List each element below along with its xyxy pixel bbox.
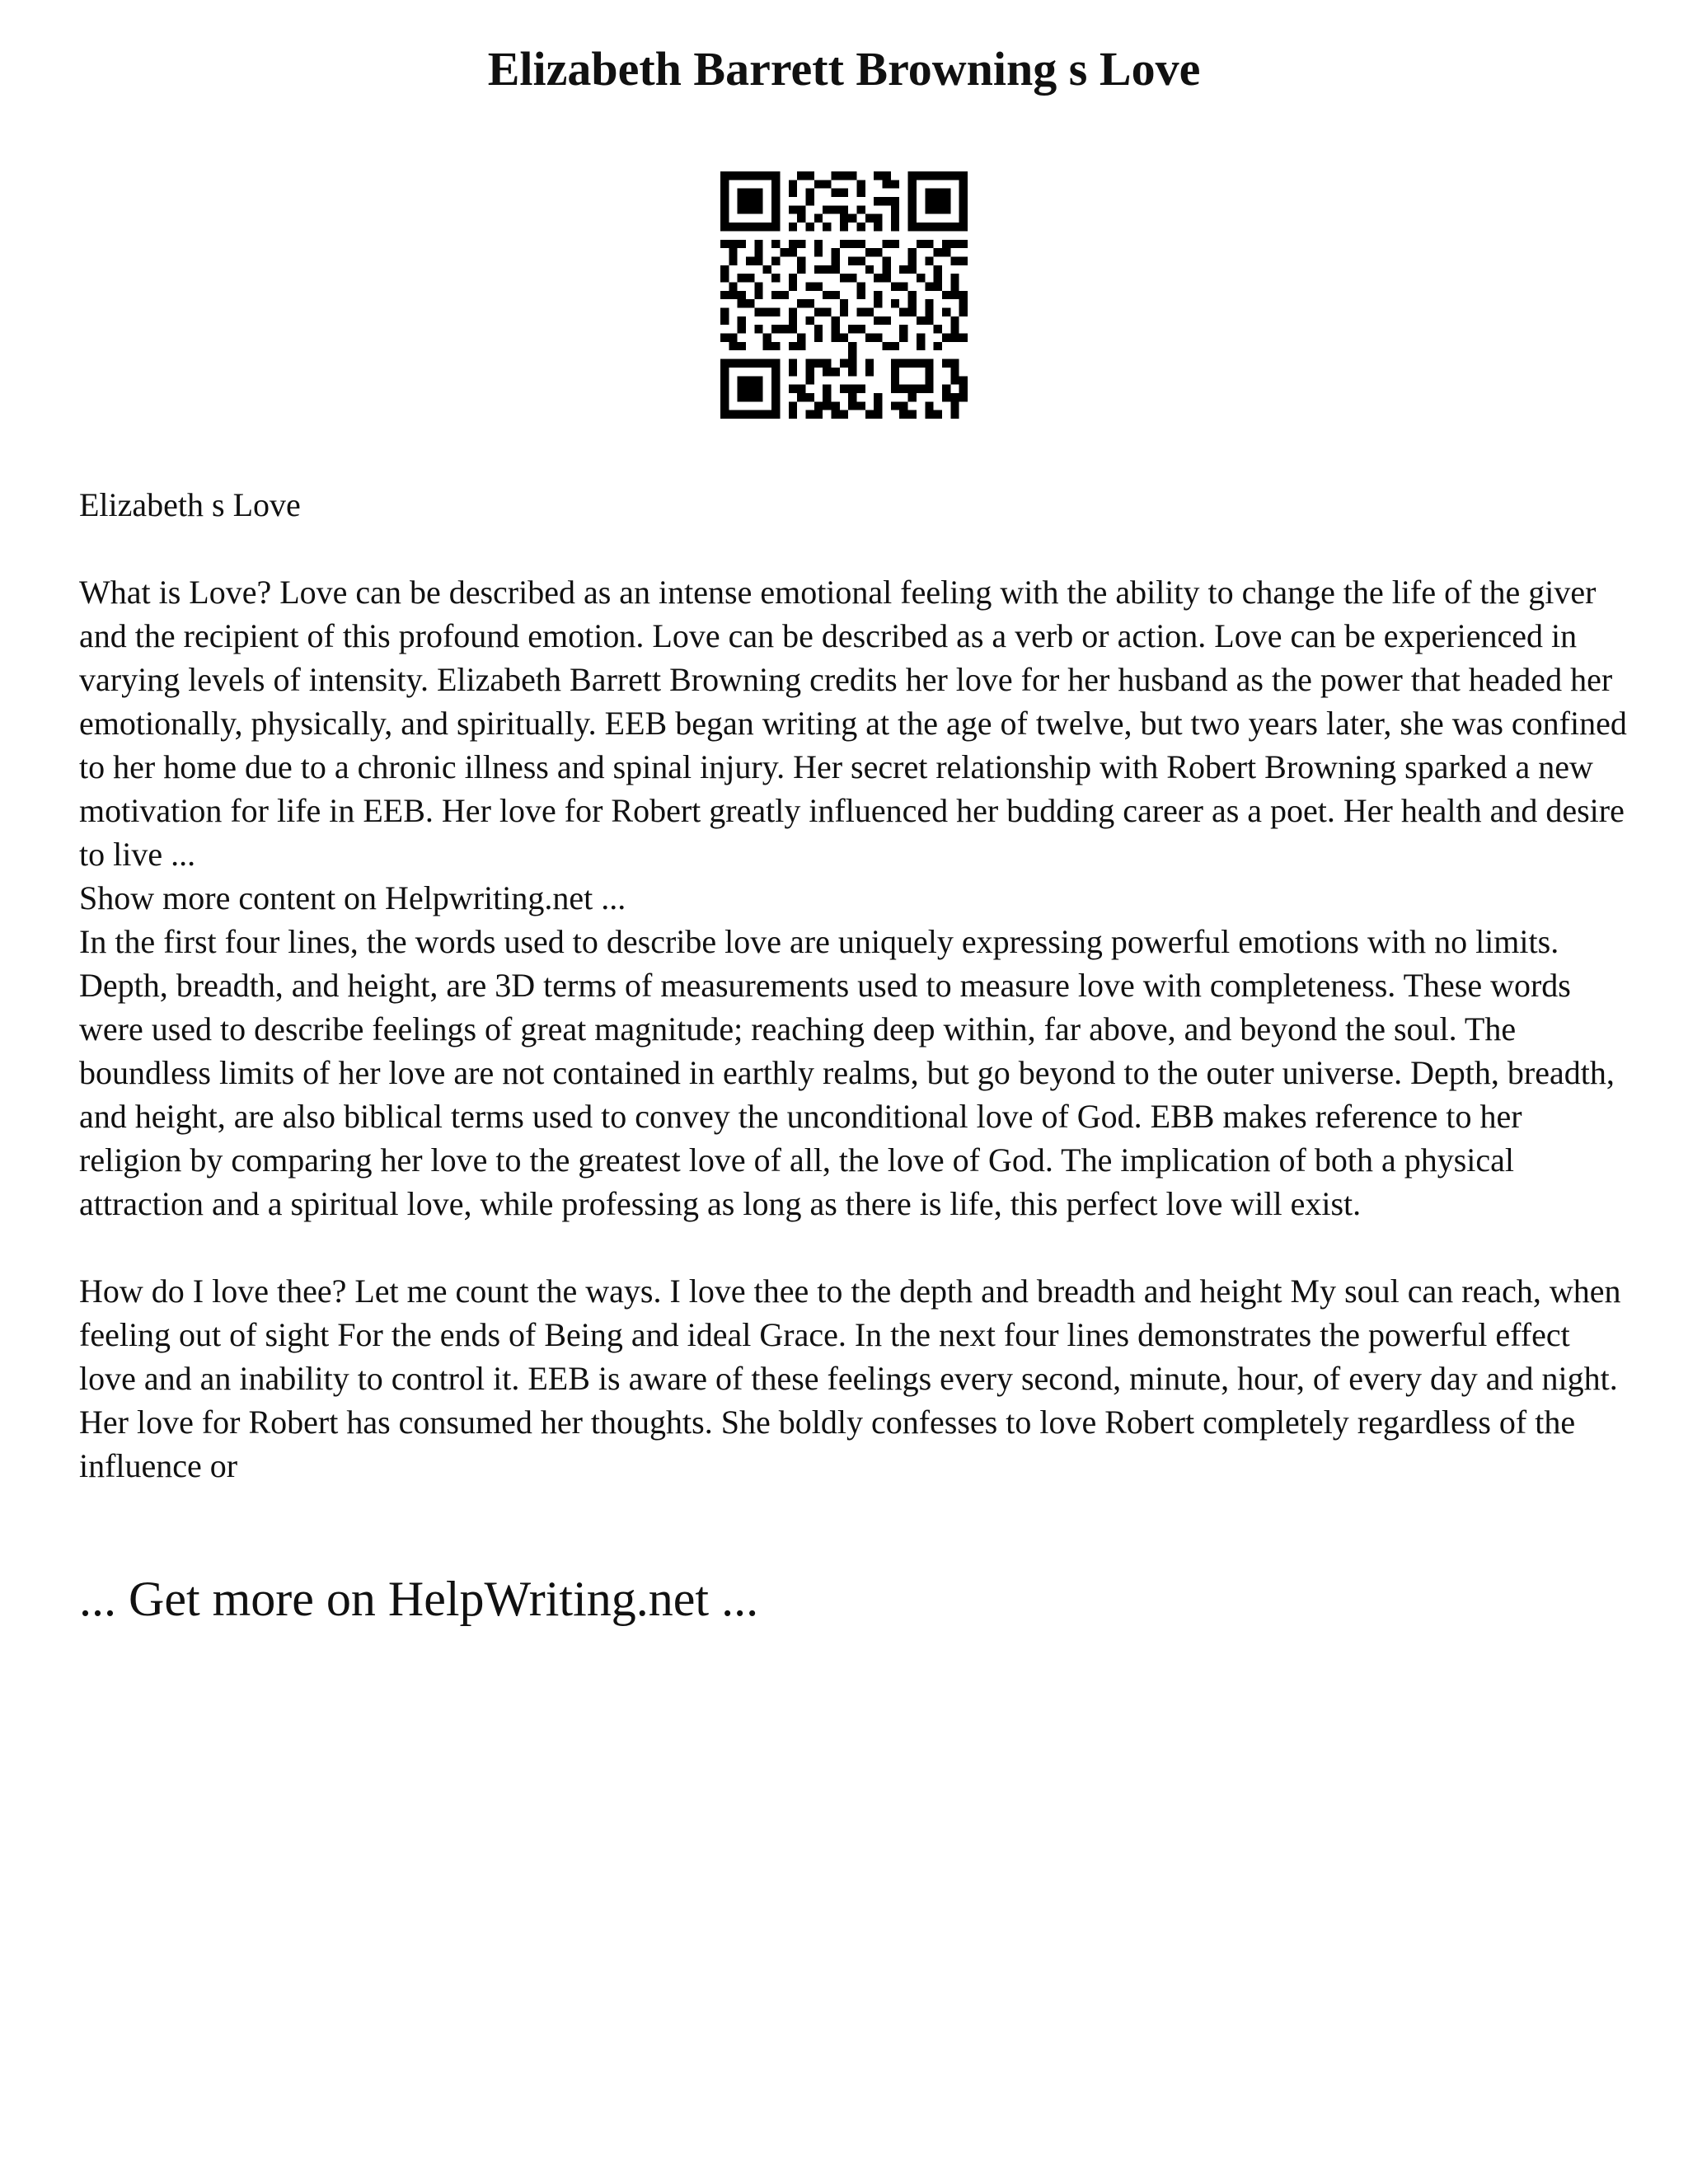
paragraph-intro: What is Love? Love can be described as an intense emotional feeling with the ability to change the life of the giver and the recipient of this profound emotion. Love can be described as a verb or action. Love can be experienced in varying levels of intensity. Elizabeth Barrett Browning credits her love for her husband as the power that headed her emotionally, physically, and spiritually. EEB began writing at the age of twelve, but two years later, she was confined to her home due to a chronic illness and spinal injury. Her secret relationship with Robert Browning sparked a new motivation for life in EEB. Her love for Robert greatly influenced her budding career as a poet. Her health and desire to live ... <box>79 574 1627 873</box>
get-more-link[interactable]: ... Get more on HelpWriting.net ... <box>79 1572 759 1626</box>
show-more-link[interactable]: Show more content on Helpwriting.net ... <box>79 879 626 916</box>
paragraph-spacer <box>79 1226 1629 1269</box>
document-body <box>79 483 1629 1488</box>
document-subtitle: Elizabeth s Love <box>79 486 301 523</box>
qr-code-icon <box>720 171 968 419</box>
document-title: Elizabeth Barrett Browning s Love <box>487 42 1201 96</box>
paragraph-analysis: In the first four lines, the words used to describe love are uniquely expressing powerful emotions with no limits. Depth, breadth, and height, are 3D terms of measurements used to measure love with completeness. These words were used to describe feelings of great magnitude; reaching deep within, far above, and beyond the soul. The boundless limits of her love are not contained in earthly realms, but go beyond to the outer universe. Depth, breadth, and height, are also biblical terms used to convey the unconditional love of God. EBB makes reference to her religion by comparing her love to the greatest love of all, the love of God. The implication of both a physical attraction and a spiritual love, while professing as long as there is life, this perfect love will exist. <box>79 923 1615 1222</box>
paragraph-poem: How do I love thee? Let me count the ways. I love thee to the depth and breadth and height My soul can reach, when feeling out of sight For the ends of Being and ideal Grace. In the next four lines demonstrates the powerful effect love and an inability to control it. EEB is aware of these feelings every second, minute, hour, of every day and night. Her love for Robert has consumed her thoughts. She boldly confesses to love Robert completely regardless of the influence or <box>79 1272 1621 1484</box>
